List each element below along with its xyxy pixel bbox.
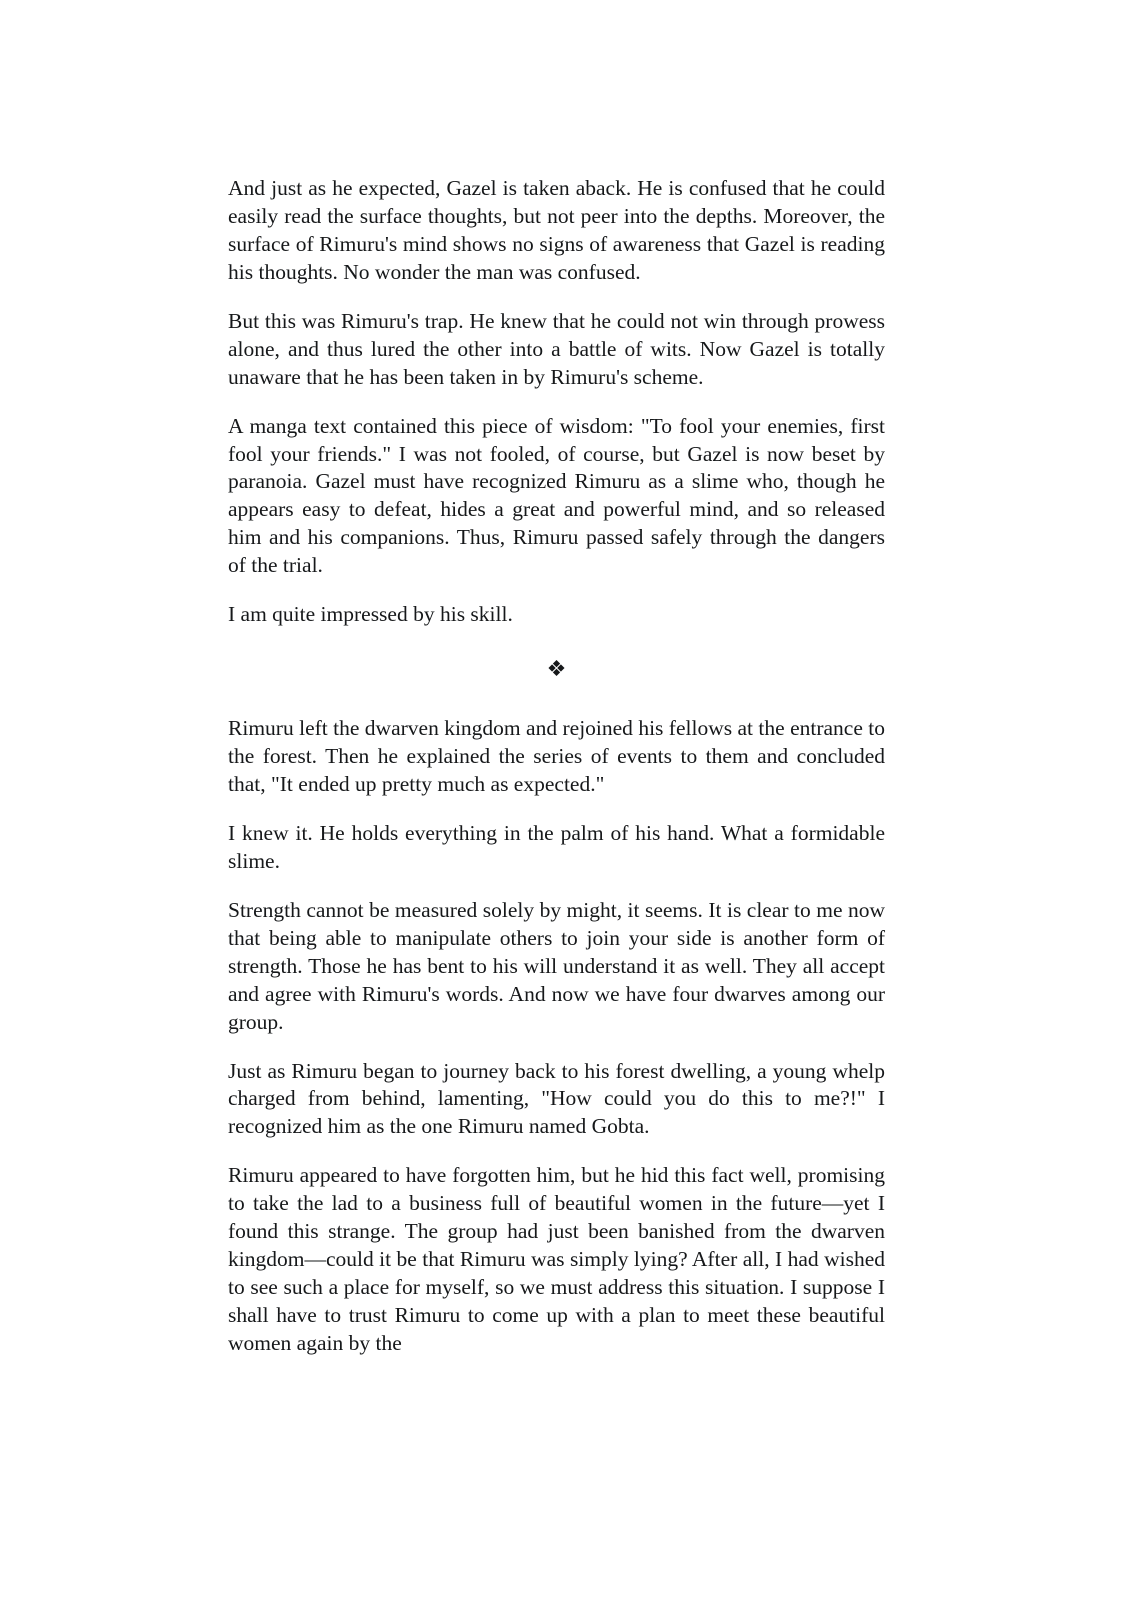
paragraph: Rimuru left the dwarven kingdom and rejoined his fellows at the entrance to the forest. Then he explained the series of events to them and concluded that, "It ended up pretty much as expected." (228, 716, 885, 796)
section-divider-ornament: ❖ (546, 657, 567, 683)
paragraph: Rimuru appeared to have forgotten him, but he hid this fact well, promising to take the lad to a business full of beautiful women in the future—yet I found this strange. The group had just been banished from the dwarven kingdom—could it be that Rimuru was simply lying? After all, I had wished to see such a place for myself, so we must address this situation. I suppose I shall have to trust Rimuru to come up with a plan to meet these beautiful women again by the (228, 1163, 885, 1355)
paragraph: Strength cannot be measured solely by might, it seems. It is clear to me now that being able to manipulate others to join your side is another form of strength. Those he has bent to his will understand it as well. They all accept and agree with Rimuru's words. And now we have four dwarves among our group. (228, 897, 885, 1034)
paragraph: I knew it. He holds everything in the palm of his hand. What a formidable slime. (228, 820, 885, 873)
paragraph: But this was Rimuru's trap. He knew that he could not win through prowess alone, and thus lured the other into a battle of wits. Now Gazel is totally unaware that he has been taken in by Rimuru's scheme. (228, 308, 885, 389)
paragraph: Just as Rimuru began to journey back to his forest dwelling, a young whelp charged from behind, lamenting, "How could you do this to me?!" I recognized him as the one Rimuru named Gobta. (228, 1058, 885, 1139)
section-two (228, 715, 885, 1358)
paragraph: And just as he expected, Gazel is taken aback. He is confused that he could easily read the surface thoughts, but not peer into the depths. Moreover, the surface of Rimuru's mind shows no signs of awareness that Gazel is reading his thoughts. No wonder the man was confused. (228, 176, 885, 284)
paragraph: I am quite impressed by his skill. (228, 602, 513, 627)
paragraph: A manga text contained this piece of wisdom: "To fool your enemies, first fool your friends." I was not fooled, of course, but Gazel is now beset by paranoia. Gazel must have recognized Rimuru as a slime who, though he appears easy to defeat, hides a great and powerful mind, and so released him and his companions. Thus, Rimuru passed safely through the dangers of the trial. (228, 413, 885, 578)
section-one (228, 175, 885, 629)
page-text-body (228, 175, 885, 1358)
